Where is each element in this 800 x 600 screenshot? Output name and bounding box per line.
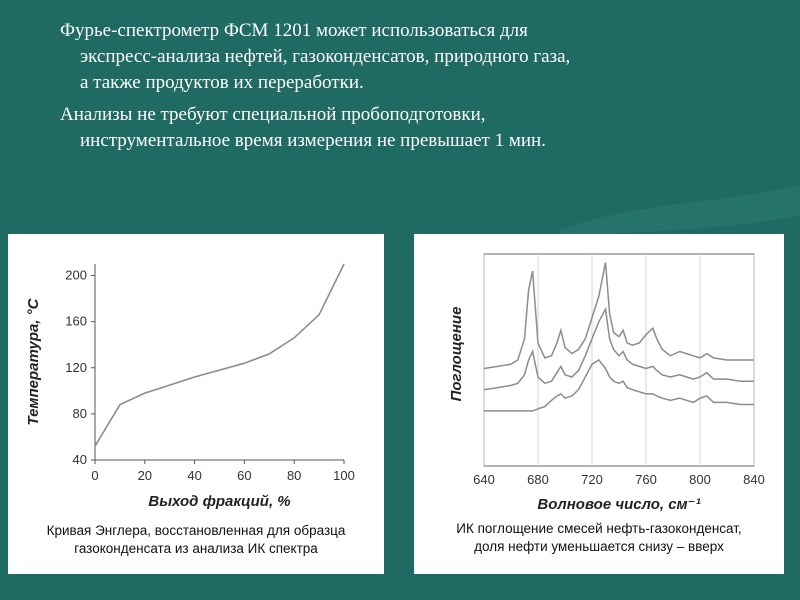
- ir-caption-line-1: ИК поглощение смесей нефть-газоконденсат,: [456, 521, 742, 536]
- slide-text: [60, 18, 780, 160]
- ir-spectrum-caption: [418, 520, 780, 556]
- ir-spectrum-chart: [414, 234, 784, 519]
- x-tick-label: 640: [473, 472, 495, 487]
- paragraph-1-line-1: Фурье-спектрометр ФСМ 1201 может использоваться для: [60, 20, 528, 41]
- ir-spectrum-panel: [414, 234, 784, 574]
- paragraph-2: [60, 102, 780, 154]
- y-tick-label: 40: [72, 452, 87, 467]
- paragraph-1: [60, 18, 780, 96]
- x-tick-label: 720: [581, 472, 603, 487]
- paragraph-1-line-3: а также продуктов их переработки.: [80, 72, 364, 93]
- y-tick-label: 80: [72, 405, 87, 421]
- spectrum-line-3: [484, 360, 754, 411]
- x-tick-label: 20: [137, 468, 153, 483]
- x-axis-title: Выход фракций, %: [148, 493, 291, 510]
- y-axis-title: Поглощение: [448, 306, 465, 402]
- y-tick-label: 120: [65, 359, 87, 375]
- x-tick-label: 760: [635, 472, 657, 487]
- ir-caption-line-2: доля нефти уменьшается снизу – вверх: [474, 539, 724, 554]
- y-tick-label: 200: [65, 267, 87, 283]
- paragraph-2-line-1: Анализы не требуют специальной пробоподготовки,: [60, 104, 486, 125]
- y-axis-title: Температура, °С: [25, 298, 42, 426]
- plot-frame: [484, 254, 754, 466]
- spectrum-line-1: [484, 263, 754, 369]
- x-tick-label: 60: [237, 468, 252, 483]
- engler-caption-line-1: Кривая Энглера, восстановленная для образца: [46, 523, 346, 538]
- engler-caption-line-2: газоконденсата из анализа ИК спектра: [74, 541, 318, 556]
- x-tick-label: 40: [187, 468, 202, 483]
- x-tick-label: 0: [91, 468, 99, 483]
- x-tick-label: 80: [286, 468, 302, 483]
- paragraph-1-line-2: экспресс-анализа нефтей, газоконденсатов, природного газа,: [80, 46, 571, 67]
- engler-curve-caption: [8, 522, 384, 558]
- x-tick-label: 100: [333, 468, 355, 483]
- engler-curve-panel: [8, 234, 384, 574]
- paragraph-2-line-2: инструментальное время измерения не превышает 1 мин.: [80, 130, 546, 151]
- y-tick-label: 160: [65, 313, 87, 329]
- engler-curve-chart: [8, 234, 384, 519]
- spectrum-line-2: [484, 309, 754, 390]
- x-tick-label: 680: [527, 472, 549, 487]
- x-axis-title: Волновое число, см⁻¹: [537, 496, 701, 513]
- x-tick-label: 840: [743, 472, 765, 487]
- x-tick-label: 800: [689, 472, 711, 487]
- engler-curve-line: [95, 264, 344, 446]
